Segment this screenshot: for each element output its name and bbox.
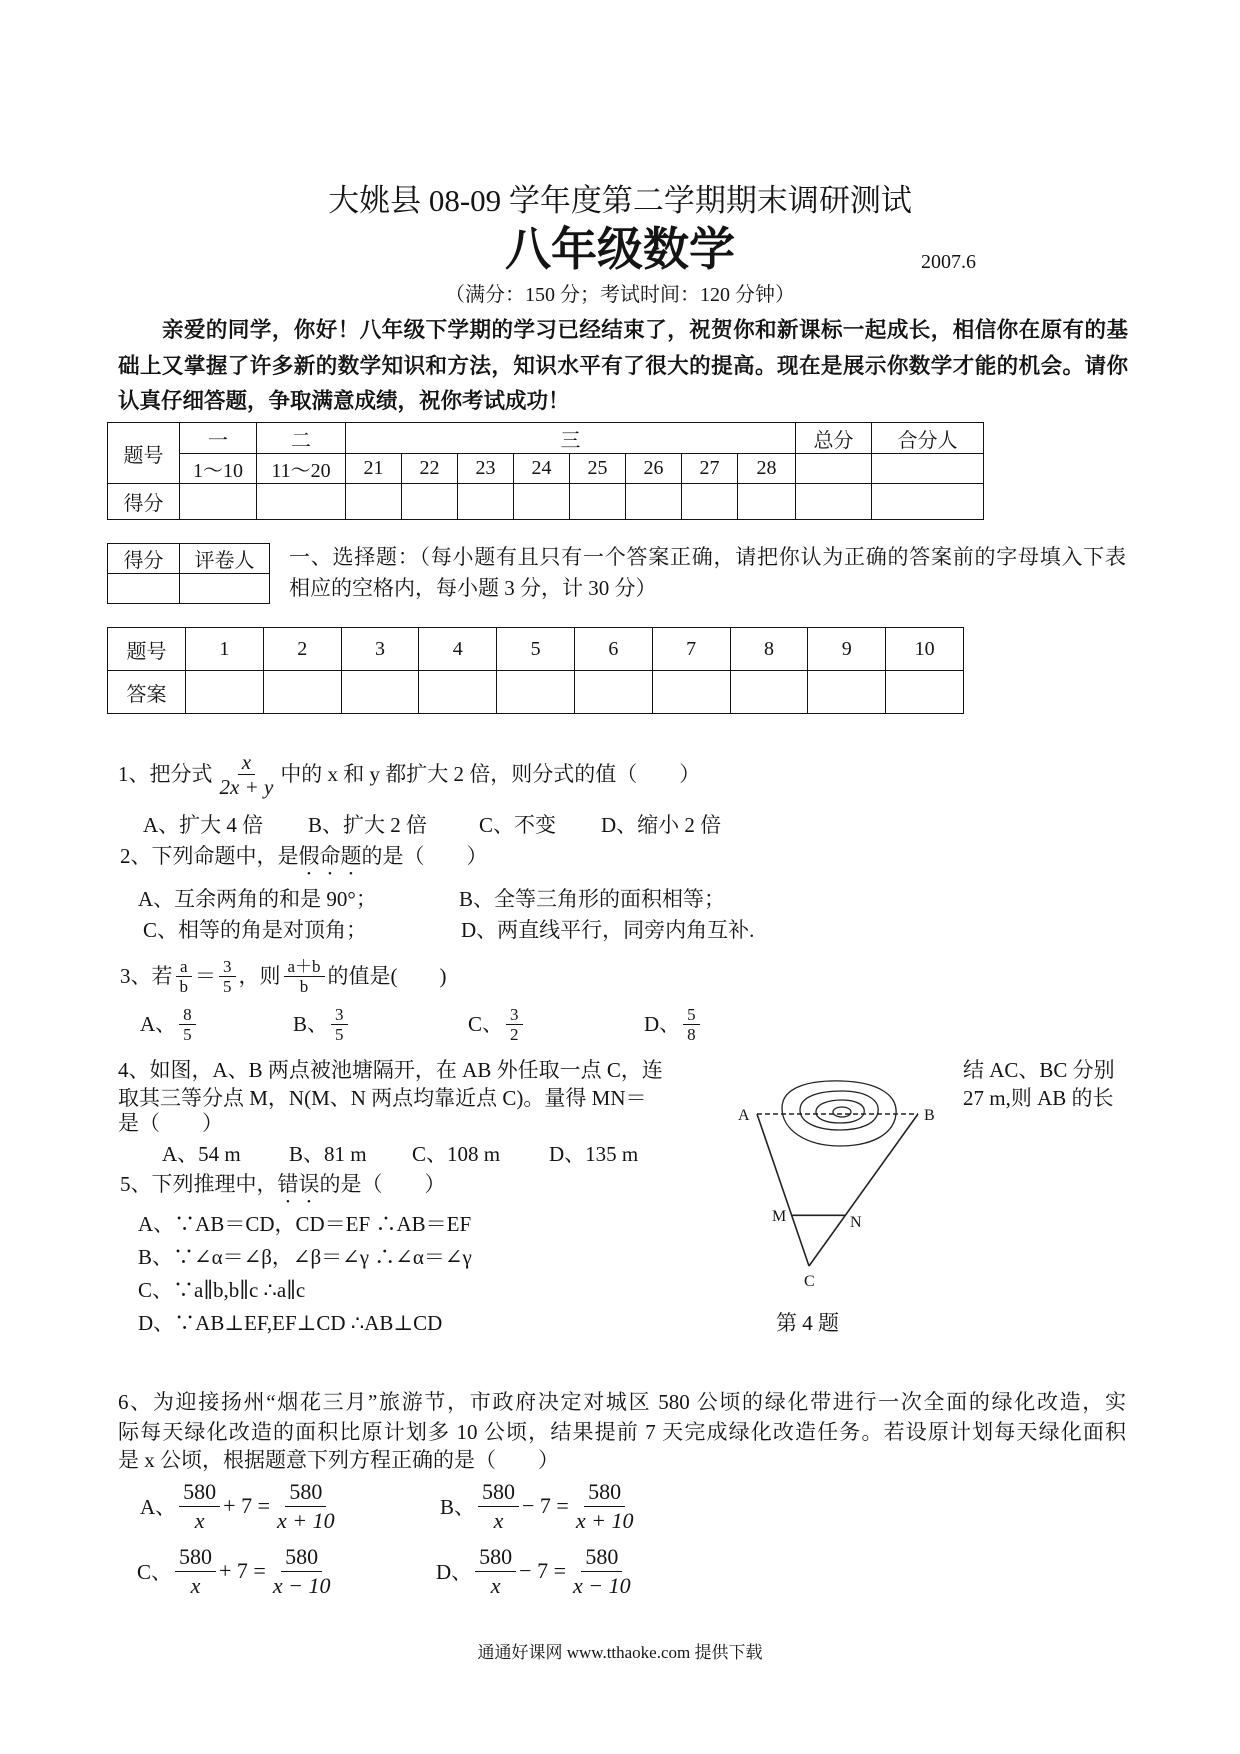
fraction-denominator: x + 10 (277, 1507, 335, 1533)
fraction-denominator: x (190, 1572, 201, 1598)
equation-fraction-right (569, 1543, 635, 1600)
question-5 (120, 1171, 446, 1208)
fraction-denominator: b (179, 976, 188, 996)
score-table-score-cell (738, 484, 796, 520)
score-table-range: 24 (514, 454, 570, 484)
question-6-line-2: 际每天绿化改造的面积比原计划多 10 公顷，结果提前 7 天完成绿化改造任务。若设原计划每天绿化面积 (118, 1420, 1126, 1444)
question-5-option-a: A、∵AB＝CD，CD＝EF ∴AB＝EF (138, 1212, 472, 1236)
figure-caption: 第 4 题 (776, 1311, 839, 1335)
score-table-range: 28 (738, 454, 796, 484)
equation-fraction-left (478, 1478, 519, 1535)
question-4-option-b: B、81 m (289, 1142, 367, 1166)
question-2-option-d: D、两直线平行，同旁内角互补. (461, 918, 755, 942)
option-label: D、 (436, 1560, 473, 1584)
fraction-denominator: x − 10 (272, 1572, 331, 1598)
score-table-range: 11～20 (257, 454, 346, 484)
fraction-numerator: 580 (584, 1478, 625, 1507)
grader-box-score-cell (108, 574, 180, 604)
fraction-numerator: a＋b (284, 957, 325, 977)
grader-box-grader-label: 评卷人 (180, 544, 270, 574)
grader-box-grader-cell (180, 574, 270, 604)
answer-table-header-label: 题号 (108, 628, 186, 671)
fraction-numerator: a (176, 957, 192, 977)
fraction-denominator: x (194, 1507, 205, 1533)
score-table-range: 21 (346, 454, 402, 484)
fraction-denominator: x + 10 (575, 1507, 634, 1533)
option-label: B、 (293, 1012, 329, 1036)
fraction-numerator: 580 (281, 1543, 322, 1572)
fraction-numerator: 580 (475, 1543, 516, 1572)
label-point-n: N (850, 1214, 862, 1231)
question-4-option-a: A、54 m (162, 1142, 241, 1166)
score-table-score-cell (626, 484, 682, 520)
question-2-option-b: B、全等三角形的面积相等； (459, 887, 726, 911)
question-1-option-c: C、不变 (479, 813, 557, 837)
score-table-header-label: 题号 (108, 423, 180, 484)
question-3-suffix: 的值是( ) (327, 964, 447, 988)
answer-table-number: 1 (186, 628, 264, 671)
answer-table-answer-cell (419, 671, 497, 714)
answer-table-number: 3 (341, 628, 419, 671)
score-table-score-cell (346, 484, 402, 520)
label-point-c: C (804, 1273, 815, 1290)
equation-operator: − 7 = (519, 1558, 566, 1583)
score-table-range: 27 (682, 454, 738, 484)
score-table-score-cell (514, 484, 570, 520)
score-table-range: 1～10 (180, 454, 257, 484)
label-point-m: M (772, 1208, 787, 1225)
exam-info: （满分：150 分；考试时间：120 分钟） (445, 284, 795, 306)
fraction-numerator: 5 (683, 1005, 700, 1025)
answer-table-answer-cell (808, 671, 886, 714)
score-table-score-cell (570, 484, 626, 520)
answer-table-answer-cell (263, 671, 341, 714)
question-1-prefix: 1、把分式 (118, 762, 213, 786)
question-6-option-d (436, 1539, 638, 1603)
question-1-option-b: B、扩大 2 倍 (308, 813, 428, 837)
fraction-numerator: 8 (179, 1005, 196, 1025)
equation-fraction-right (269, 1543, 335, 1600)
score-table-score-cell (682, 484, 738, 520)
score-table-score-cell (796, 484, 872, 520)
option-fraction (683, 1005, 700, 1044)
option-label: C、 (468, 1012, 504, 1036)
fraction-numerator: 3 (219, 957, 236, 977)
fraction-denominator: 5 (223, 976, 232, 996)
question-2 (120, 843, 488, 880)
intro-line-1: 亲爱的同学，你好！八年级下学期的学习已经结束了，祝贺你和新课标一起成长，相信你在原有的基 (162, 318, 1128, 342)
equation-fraction-left (175, 1543, 216, 1600)
question-6-line-1: 6、为迎接扬州“烟花三月”旅游节，市政府决定对城区 580 公顷的绿化带进行一次全面的绿化改造，实 (118, 1390, 1126, 1414)
question-4-line-2: 取其三等分点 M，N(M、N 两点均靠近点 C)。量得 MN＝ (118, 1086, 647, 1110)
score-table-range: 26 (626, 454, 682, 484)
question-3-option-b (293, 1001, 351, 1047)
option-label: C、 (137, 1560, 173, 1584)
label-point-a: A (738, 1107, 750, 1124)
fraction-denominator: 8 (687, 1024, 696, 1044)
score-table-score-cell (257, 484, 346, 520)
equation-fraction-right (572, 1478, 638, 1535)
fraction-numerator: 580 (285, 1478, 326, 1507)
grader-box (107, 543, 270, 604)
answer-table-answer-cell (186, 671, 264, 714)
question-4-option-d: D、135 m (549, 1142, 639, 1166)
answer-table-number: 7 (652, 628, 730, 671)
question-2-option-a: A、互余两角的和是 90°； (138, 887, 377, 911)
score-table-score-label: 得分 (108, 484, 180, 520)
equation-operator: − 7 = (522, 1493, 569, 1518)
score-table-section-3: 三 (346, 423, 796, 454)
exam-title: 大姚县 08-09 学年度第二学期期末调研测试 (328, 183, 912, 218)
question-1 (118, 747, 700, 801)
answer-table-number: 4 (419, 628, 497, 671)
question-4-right-line-2: 27 m,则 AB 的长 (963, 1086, 1114, 1110)
fraction-denominator: 5 (183, 1024, 192, 1044)
question-6-line-3: 是 x 公顷，根据题意下列方程正确的是（ ） (118, 1448, 559, 1472)
question-1-suffix: 中的 x 和 y 都扩大 2 倍，则分式的值（ ） (280, 762, 701, 786)
exam-date: 2007.6 (921, 251, 976, 273)
score-table-checker-header: 合分人 (872, 423, 984, 454)
question-2-option-c: C、相等的角是对顶角； (143, 918, 368, 942)
option-fraction (506, 1005, 523, 1044)
section-1-heading-line-2: 相应的空格内，每小题 3 分，计 30 分） (289, 576, 657, 600)
question-3-prefix: 3、若 (120, 964, 173, 988)
question-3-fraction-2 (219, 957, 236, 996)
fraction-numerator: 580 (175, 1543, 216, 1572)
fraction-denominator: x (490, 1572, 501, 1598)
score-table-range: 22 (402, 454, 458, 484)
question-2-suffix: 的是（ ） (361, 844, 488, 868)
pond-contour-inner (816, 1100, 864, 1123)
pond-contour-middle (800, 1091, 878, 1130)
answer-table-answer-label: 答案 (108, 671, 186, 714)
equation-operator: + 7 = (219, 1558, 266, 1583)
fraction-numerator: 3 (506, 1005, 523, 1025)
question-4-right-line-1: 结 AC、BC 分别 (963, 1058, 1115, 1082)
score-table-section-1: 一 (180, 423, 257, 454)
question-3-option-c (468, 1001, 526, 1047)
score-table-score-cell (872, 484, 984, 520)
option-fraction (331, 1005, 348, 1044)
intro-line-3: 认真仔细答题，争取满意成绩，祝你考试成功！ (118, 389, 570, 413)
label-point-b: B (924, 1107, 935, 1124)
score-table-range: 23 (458, 454, 514, 484)
fraction-denominator: 2x + y (219, 774, 274, 799)
answer-table-answer-cell (341, 671, 419, 714)
intro-line-2: 础上又掌握了许多新的数学知识和方法，知识水平有了很大的提高。现在是展示你数学才能的机会。请你 (118, 354, 1128, 378)
question-1-option-a: A、扩大 4 倍 (143, 813, 264, 837)
question-3 (120, 953, 447, 999)
question-3-option-d (644, 1001, 703, 1047)
question-4-line-3: 是（ ） (118, 1111, 223, 1135)
score-table-empty-cell (796, 454, 872, 484)
answer-table (107, 627, 964, 714)
question-6-option-c (137, 1539, 337, 1603)
question-6-option-b (440, 1474, 640, 1538)
question-1-option-d: D、缩小 2 倍 (601, 813, 722, 837)
question-4-option-c: C、108 m (412, 1142, 501, 1166)
score-table-section-2: 二 (257, 423, 346, 454)
equation-fraction-left (475, 1543, 516, 1600)
score-table-total-header: 总分 (796, 423, 872, 454)
question-3-equals: ＝ (195, 964, 216, 988)
fraction-denominator: x (493, 1507, 504, 1533)
answer-table-answer-cell (574, 671, 652, 714)
question-3-fraction-1 (176, 957, 193, 996)
pond-contour-center (833, 1107, 851, 1117)
section-1-heading-line-1: 一、选择题：（每小题有且只有一个答案正确，请把你认为正确的答案前的字母填入下表 (289, 545, 1126, 569)
score-table-range: 25 (570, 454, 626, 484)
question-3-option-a (140, 1001, 199, 1047)
fraction-denominator: x − 10 (573, 1572, 631, 1598)
question-3-middle: ，则 (238, 964, 281, 988)
option-label: D、 (644, 1012, 681, 1036)
question-5-prefix: 5、下列推理中， (120, 1172, 278, 1196)
answer-table-number: 5 (497, 628, 575, 671)
question-5-suffix: 的是（ ） (319, 1172, 446, 1196)
score-table-score-cell (402, 484, 458, 520)
question-5-option-b: B、∵∠α＝∠β，∠β＝∠γ ∴∠α＝∠γ (138, 1245, 472, 1269)
score-table-score-cell (458, 484, 514, 520)
score-table (107, 422, 984, 520)
equation-fraction-left (179, 1478, 220, 1535)
grader-box-score-label: 得分 (108, 544, 180, 574)
fraction-denominator: 5 (335, 1024, 344, 1044)
segment-bc (809, 1114, 918, 1266)
fraction-denominator: b (299, 976, 309, 996)
score-table-empty-cell (872, 454, 984, 484)
question-5-emphasis: 错误 (277, 1172, 320, 1196)
answer-table-answer-cell (497, 671, 575, 714)
option-label: B、 (440, 1495, 476, 1519)
answer-table-number: 6 (574, 628, 652, 671)
equation-fraction-right (273, 1478, 339, 1535)
answer-table-number: 9 (808, 628, 886, 671)
exam-subject: 八年级数学 (505, 224, 735, 275)
question-2-emphasis: 假命题 (298, 844, 362, 868)
answer-table-number: 8 (730, 628, 808, 671)
fraction-numerator: 580 (478, 1478, 519, 1507)
question-3-fraction-3 (284, 957, 325, 996)
question-5-option-c: C、∵a∥b,b∥c ∴a∥c (138, 1278, 306, 1302)
fraction-numerator: 580 (179, 1478, 220, 1507)
answer-table-answer-cell (730, 671, 808, 714)
score-table-score-cell (180, 484, 257, 520)
equation-operator: + 7 = (223, 1493, 270, 1518)
option-label: A、 (140, 1012, 177, 1036)
fraction-numerator: 580 (581, 1543, 622, 1572)
answer-table-answer-cell (652, 671, 730, 714)
answer-table-answer-cell (886, 671, 964, 714)
question-1-fraction (216, 750, 278, 799)
page-footer: 通通好课网 www.tthaoke.com 提供下载 (477, 1643, 763, 1662)
question-5-option-d: D、∵AB⊥EF,EF⊥CD ∴AB⊥CD (138, 1311, 443, 1335)
answer-table-number: 10 (886, 628, 964, 671)
question-2-prefix: 2、下列命题中，是 (120, 844, 299, 868)
option-fraction (179, 1005, 196, 1044)
fraction-numerator: x (238, 750, 255, 775)
fraction-denominator: 2 (510, 1024, 519, 1044)
fraction-numerator: 3 (331, 1005, 348, 1025)
question-6-option-a (140, 1474, 342, 1538)
question-4-line-1: 4、如图，A、B 两点被池塘隔开，在 AB 外任取一点 C，连 (118, 1058, 663, 1082)
answer-table-number: 2 (263, 628, 341, 671)
option-label: A、 (140, 1495, 177, 1519)
question-4-figure (700, 1060, 960, 1300)
